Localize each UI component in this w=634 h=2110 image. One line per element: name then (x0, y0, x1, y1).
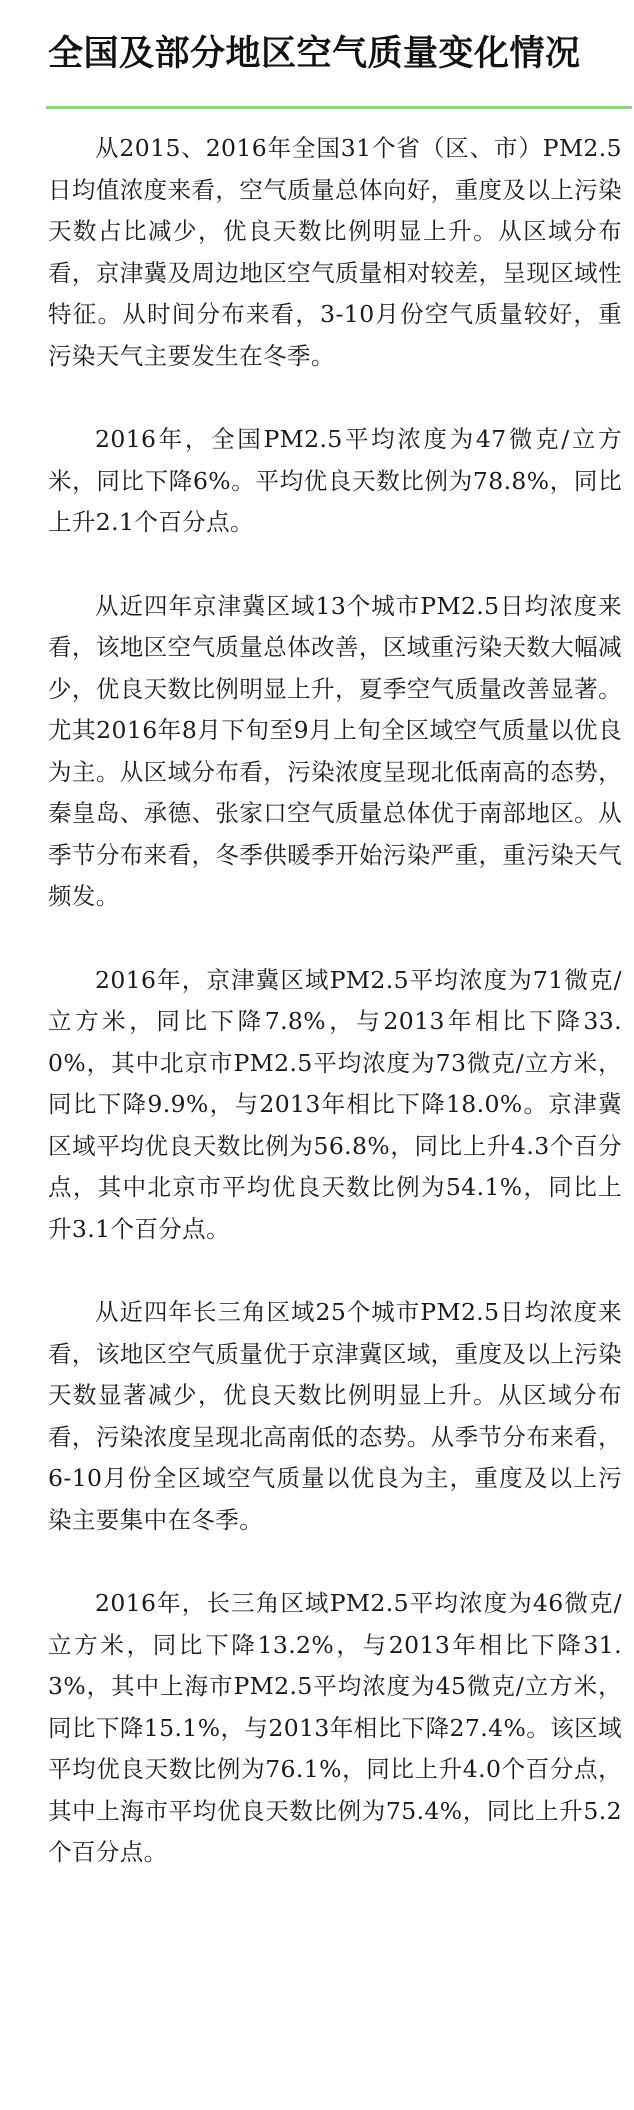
article-title: 全国及部分地区空气质量变化情况 (48, 34, 581, 74)
article-body (48, 128, 622, 1916)
paragraph-jingjinji-overview: 从近四年京津冀区域13个城市PM2.5日均浓度来看，该地区空气质量总体改善，区域重污染天数大幅减少，优良天数比例明显上升，夏季空气质量改善显著。尤其2016年8月下旬至9月上旬全区域空气质量以优良为主。从区域分布看，污染浓度呈现北低南高的态势，秦皇岛、承德、张家口空气质量总体优于南部地区。从季节分布来看，冬季供暖季开始污染严重，重污染天气频发。 (48, 591, 622, 910)
paragraph-yangtze-delta-overview: 从近四年长三角区域25个城市PM2.5日均浓度来看，该地区空气质量优于京津冀区域，重度及以上污染天数显著减少，优良天数比例明显上升。从区域分布看，污染浓度呈现北高南低的态势。从季节分布来看，6-10月份全区域空气质量以优良为主，重度及以上污染主要集中在冬季。 (48, 1298, 622, 1534)
paragraph-national-2016: 2016年，全国PM2.5平均浓度为47微克/立方米，同比下降6%。平均优良天数比例为78.8%，同比上升2.1个百分点。 (48, 425, 622, 536)
title-divider (46, 106, 632, 109)
paragraph-jingjinji-2016: 2016年，京津冀区域PM2.5平均浓度为71微克/立方米，同比下降7.8%，与2013年相比下降33.0%，其中北京市PM2.5平均浓度为73微克/立方米，同比下降9.9%，与2013年相比下降18.0%。京津冀区域平均优良天数比例为56.8%，同比上升4.3个百分点，其中北京市平均优良天数比例为54.1%，同比上升3.1个百分点。 (48, 965, 622, 1243)
paragraph-yangtze-delta-2016: 2016年，长三角区域PM2.5平均浓度为46微克/立方米，同比下降13.2%，与2013年相比下降31.3%，其中上海市PM2.5平均浓度为45微克/立方米，同比下降15.1%，与2013年相比下降27.4%。该区域平均优良天数比例为76.1%，同比上升4.0个百分点，其中上海市平均优良天数比例为75.4%，同比上升5.2个百分点。 (48, 1589, 622, 1866)
paragraph-national-overview: 从2015、2016年全国31个省（区、市）PM2.5日均值浓度来看，空气质量总体向好，重度及以上污染天数占比减少，优良天数比例明显上升。从区域分布看，京津冀及周边地区空气质量相对较差，呈现区域性特征。从时间分布来看，3-10月份空气质量较好，重污染天气主要发生在冬季。 (48, 134, 622, 370)
